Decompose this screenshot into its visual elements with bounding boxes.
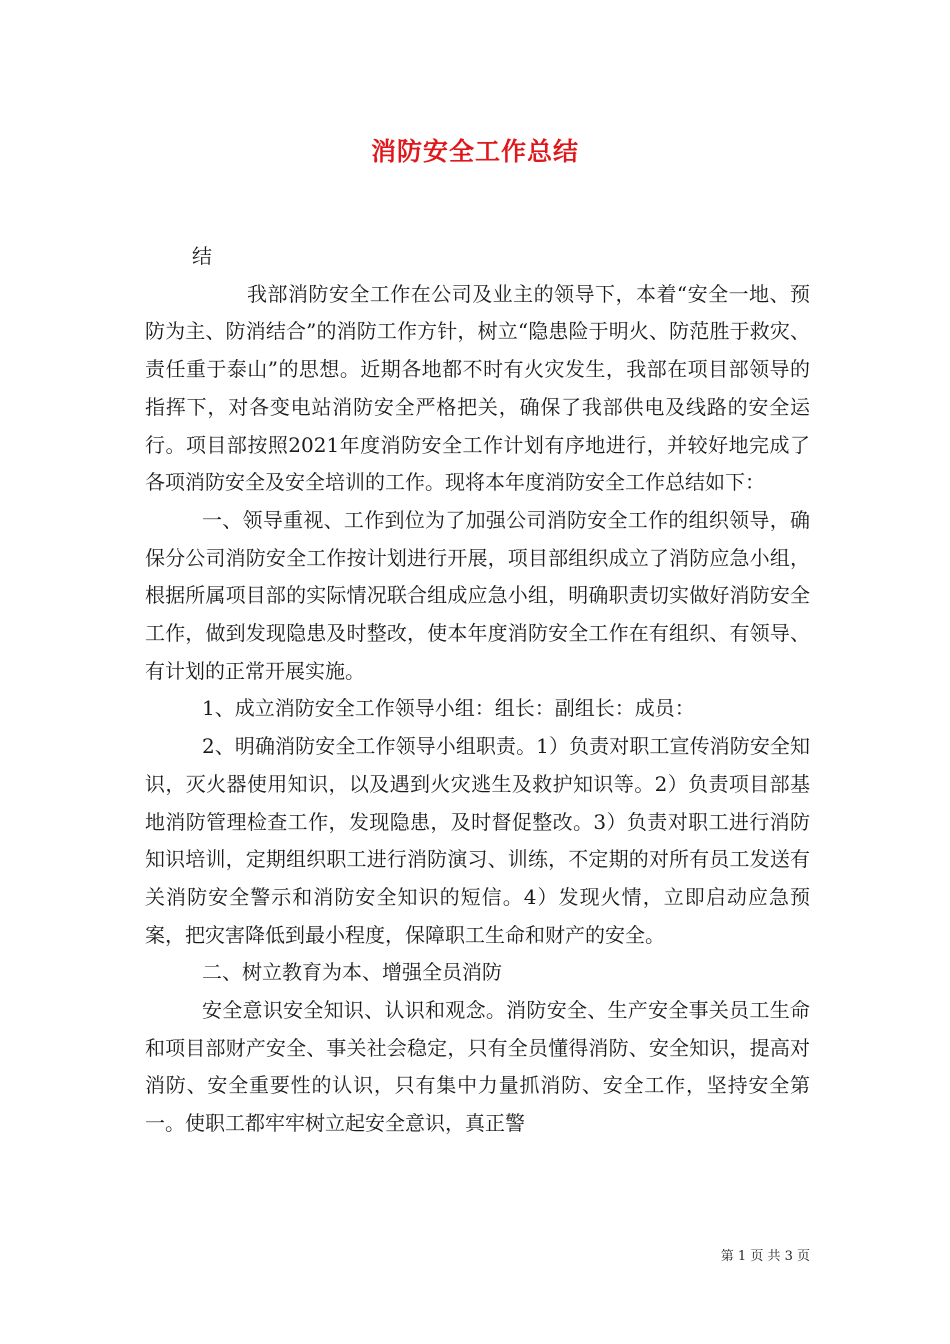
document-body: [145, 238, 810, 1143]
page-title: 消防安全工作总结: [370, 137, 579, 166]
paragraph-section-one: 一、领导重视、工作到位为了加强公司消防安全工作的组织领导，确保分公司消防安全工作按计划进行开展，项目部组织成立了消防应急小组，根据所属项目部的实际情况联合组成应急小组，明确职责切实做好消防安全工作，做到发现隐患及时整改，使本年度消防安全工作在有组织、有领导、有计划的正常开展实施。: [145, 507, 810, 683]
paragraph-section-two: 二、树立教育为本、增强全员消防: [202, 960, 502, 985]
paragraph-intro: 我部消防安全工作在公司及业主的领导下，本着“安全一地、预防为主、防消结合”的消防工作方针，树立“隐患险于明火、防范胜于救灾、责任重于泰山”的思想。近期各地都不时有火灾发生，我部在项目部领导的指挥下，对各变电站消防安全严格把关，确保了我部供电及线路的安全运行。项目部按照2021年度消防安全工作计划有序地进行，并较好地完成了各项消防安全及安全培训的工作。现将本年度消防安全工作总结如下：: [145, 281, 810, 495]
paragraph-item-one: 1、成立消防安全工作领导小组：组长：副组长：成员：: [202, 696, 695, 721]
paragraph-safety-awareness: 安全意识安全知识、认识和观念。消防安全、生产安全事关员工生命和项目部财产安全、事关社会稳定，只有全员懂得消防、安全知识，提高对消防、安全重要性的认识，只有集中力量抓消防、安全工作，坚持安全第一。使职工都牢牢树立起安全意识，真正警: [145, 998, 810, 1136]
paragraph-fragment: 结: [192, 244, 212, 268]
page-number: 第 1 页 共 3 页: [720, 1249, 810, 1264]
paragraph-item-two: 2、明确消防安全工作领导小组职责。1）负责对职工宣传消防安全知识，灭火器使用知识，以及遇到火灾逃生及救护知识等。2）负责项目部基地消防管理检查工作，发现隐患，及时督促整改。3）负责对职工进行消防知识培训，定期组织职工进行消防演习、训练，不定期的对所有员工发送有关消防安全警示和消防安全知识的短信。4）发现火情，立即启动应急预案，把灾害降低到最小程度，保障职工生命和财产的安全。: [145, 734, 810, 947]
